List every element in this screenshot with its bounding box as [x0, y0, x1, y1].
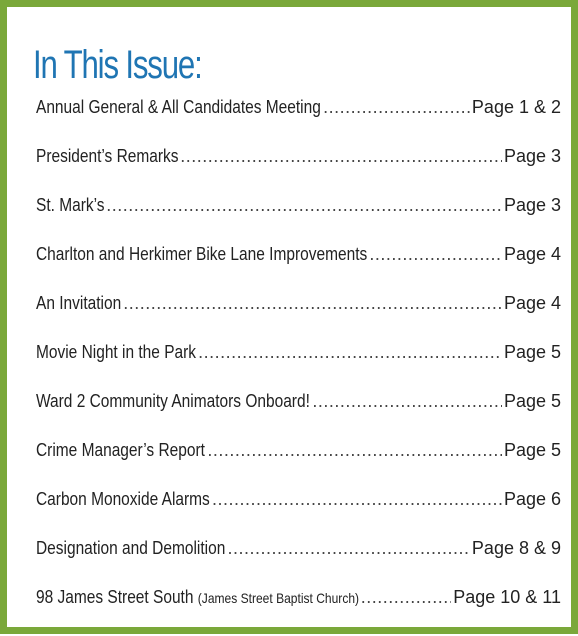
toc-entry: [36, 146, 561, 195]
dot-leader: [227, 538, 469, 559]
toc-entry-title: Crime Manager’s Report: [36, 440, 205, 460]
toc-entry-page: Page 10 & 11: [453, 587, 561, 607]
dot-leader: [207, 440, 502, 461]
dot-leader: [369, 244, 502, 265]
dot-leader: [323, 97, 470, 118]
toc-entry-title: Designation and Demolition: [36, 538, 226, 558]
toc-entry-page: Page 3: [503, 146, 561, 166]
toc-entry: [36, 293, 561, 342]
toc-entry-title: St. Mark’s: [36, 195, 105, 215]
toc-entry: [36, 391, 561, 440]
toc-entry-title: Movie Night in the Park: [36, 342, 197, 362]
dot-leader: [198, 342, 502, 363]
toc-entry: [36, 587, 561, 636]
toc-entry-page: Page 5: [503, 342, 561, 362]
toc-entry-page: Page 5: [503, 391, 561, 411]
toc-entry-title: President’s Remarks: [36, 146, 179, 166]
dot-leader: [212, 489, 502, 510]
toc-entry: [36, 97, 561, 146]
toc-entry-title: Annual General & All Candidates Meeting: [36, 97, 321, 117]
toc-entry: [36, 538, 561, 587]
toc-entry-page: Page 1 & 2: [471, 97, 561, 117]
toc-entry-page: Page 6: [503, 489, 561, 509]
toc-entry-page: Page 8 & 9: [471, 538, 561, 558]
table-of-contents: [36, 97, 561, 636]
toc-entry-page: Page 4: [503, 293, 561, 313]
toc-entry-title-wrap: [36, 587, 359, 608]
dot-leader: [361, 587, 452, 608]
dot-leader: [106, 195, 502, 216]
toc-entry: [36, 342, 561, 391]
dot-leader: [123, 293, 502, 314]
toc-entry-title: 98 James Street South: [36, 587, 194, 607]
toc-entry-title: An Invitation: [36, 293, 122, 313]
toc-entry-title: Charlton and Herkimer Bike Lane Improvements: [36, 244, 368, 264]
dot-leader: [180, 146, 502, 167]
toc-entry-page: Page 4: [503, 244, 561, 264]
toc-entry: [36, 440, 561, 489]
section-title: In This Issue:: [33, 43, 202, 87]
toc-entry-page: Page 3: [503, 195, 561, 215]
toc-entry-page: Page 5: [503, 440, 561, 460]
toc-entry-title: Carbon Monoxide Alarms: [36, 489, 210, 509]
toc-entry: [36, 244, 561, 293]
toc-entry: [36, 195, 561, 244]
toc-entry-title: Ward 2 Community Animators Onboard!: [36, 391, 310, 411]
toc-entry: [36, 489, 561, 538]
toc-entry-subtitle: (James Street Baptist Church): [197, 590, 360, 606]
dot-leader: [312, 391, 502, 412]
